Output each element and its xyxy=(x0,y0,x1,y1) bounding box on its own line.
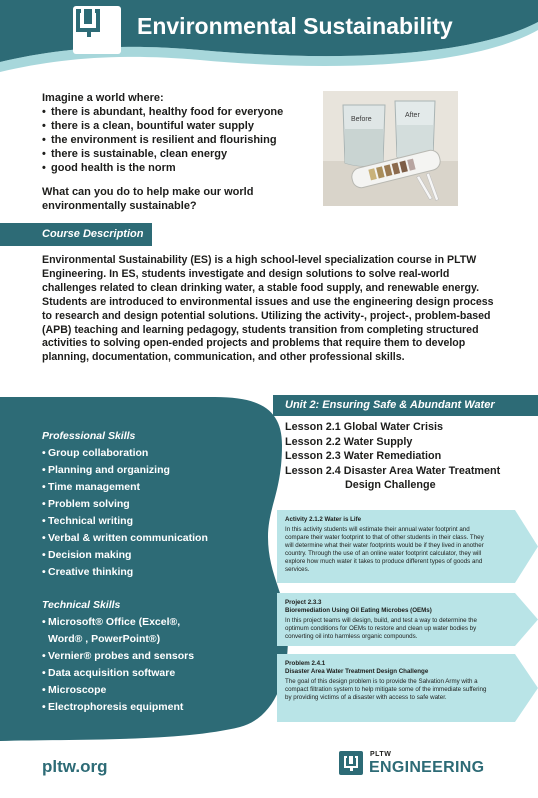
lesson-list xyxy=(285,420,535,493)
list-item: • Microscope xyxy=(42,682,282,699)
list-item: • there is a clean, bountiful water supply xyxy=(42,119,312,133)
lesson-item: Lesson 2.2 Water Supply xyxy=(285,435,413,448)
lesson-item-continuation: Design Challenge xyxy=(345,479,436,491)
list-item: • Technical writing xyxy=(42,513,282,530)
header-banner xyxy=(0,0,538,80)
list-item: • Problem solving xyxy=(42,496,282,513)
technical-skills-list xyxy=(42,614,282,716)
unit-heading: Unit 2: Ensuring Safe & Abundant Water xyxy=(285,399,495,411)
list-item: • the environment is resilient and flourishing xyxy=(42,133,312,147)
activity-card xyxy=(277,654,538,722)
card-body: The goal of this design problem is to provide the Salvation Army with a compact filtration system to help mitigate some of the immediate suffering by providing victims of a disaster with access to safe water. xyxy=(285,678,487,701)
lesson-item: Lesson 2.3 Water Remediation xyxy=(285,450,442,462)
card-text xyxy=(285,599,490,641)
professional-skills-heading: Professional Skills xyxy=(42,430,136,442)
intro-lead: Imagine a world where: xyxy=(42,92,164,104)
office-line-2: Word® , PowerPoint®) xyxy=(48,633,161,645)
brand-large: ENGINEERING xyxy=(369,759,485,776)
list-item: • Group collaboration xyxy=(42,445,282,462)
list-item xyxy=(42,614,282,648)
office-line-1: • Microsoft® Office (Excel®, xyxy=(48,616,181,628)
list-item: • there is sustainable, clean energy xyxy=(42,147,312,161)
intro-bullet-list xyxy=(42,105,312,175)
pltw-footer-logo xyxy=(339,751,363,775)
card-body: In this project teams will design, build, and test a way to determine the optimum conditions for OEMs to restore and clean up water bodies by converting oil into harmless organic compounds. xyxy=(285,617,477,640)
activity-card xyxy=(277,593,538,646)
card-title: Problem 2.4.1 xyxy=(285,660,326,667)
page-title: Environmental Sustainability xyxy=(137,13,453,39)
pltw-logo xyxy=(73,6,121,54)
water-test-photo xyxy=(323,91,458,206)
list-item: • Decision making xyxy=(42,547,282,564)
brand-small: PLTW xyxy=(370,751,392,758)
list-item: • Time management xyxy=(42,479,282,496)
professional-skills-section xyxy=(42,430,282,581)
card-subtitle: Disaster Area Water Treatment Design Challenge xyxy=(285,668,429,675)
card-title: Activity 2.1.2 Water is Life xyxy=(285,516,362,523)
beakers-illustration xyxy=(323,91,458,206)
list-item: • Creative thinking xyxy=(42,564,282,581)
card-text xyxy=(285,660,490,702)
list-item: • Planning and organizing xyxy=(42,462,282,479)
intro-section xyxy=(42,91,312,213)
beaker-right-label: After xyxy=(405,112,420,119)
list-item: • Electrophoresis equipment xyxy=(42,699,282,716)
course-description-text: Environmental Sustainability (ES) is a high school-level specialization course in PLTW Engineering. In ES, students investigate and design solutions to solve real-world challenges related to clean drinking water, a stable food supply, and renewable energy. Students are introduced to environmental issues and use the engineering design process to research and design potential solutions. Utilizing the activity-, project-, problem-based (APB) teaching and learning pedagogy, students transition from completing structured activities to solving open-ended projects and problems that require them to develop planning, documentation, communication, and other professional skills. xyxy=(42,254,494,364)
website-link[interactable]: pltw.org xyxy=(42,757,108,776)
pltw-bracket-icon xyxy=(343,755,359,771)
card-subtitle: Bioremediation Using Oil Eating Microbes (OEMs) xyxy=(285,607,432,614)
unit-heading-bar xyxy=(273,395,538,416)
beaker-left-label: Before xyxy=(351,116,372,123)
card-title: Project 2.3.3 xyxy=(285,599,322,606)
course-description-heading-bar xyxy=(0,223,152,246)
professional-skills-list xyxy=(42,445,282,581)
course-description-heading: Course Description xyxy=(42,228,144,240)
technical-skills-heading: Technical Skills xyxy=(42,599,121,611)
list-item: • Verbal & written communication xyxy=(42,530,282,547)
intro-question: What can you do to help make our world environmentally sustainable? xyxy=(42,186,254,212)
activity-card xyxy=(277,510,538,583)
list-item: • Data acquisition software xyxy=(42,665,282,682)
lesson-item: Lesson 2.1 Global Water Crisis xyxy=(285,421,444,433)
list-item: • Vernier® probes and sensors xyxy=(42,648,282,665)
list-item: • there is abundant, healthy food for everyone xyxy=(42,105,312,119)
pltw-bracket-icon xyxy=(73,6,103,38)
list-item: • good health is the norm xyxy=(42,161,312,175)
card-text xyxy=(285,516,490,574)
technical-skills-section xyxy=(42,599,282,716)
card-body: In this activity students will estimate their annual water footprint and compare their water footprint to that of other students in their class. They will determine what their water footprints would be if they lived in another country. Through the use of an online water footprint calculator, they will explore how much water it takes to produce different types of goods and services. xyxy=(285,526,484,573)
lesson-item: Lesson 2.4 Disaster Area Water Treatment xyxy=(285,464,501,477)
